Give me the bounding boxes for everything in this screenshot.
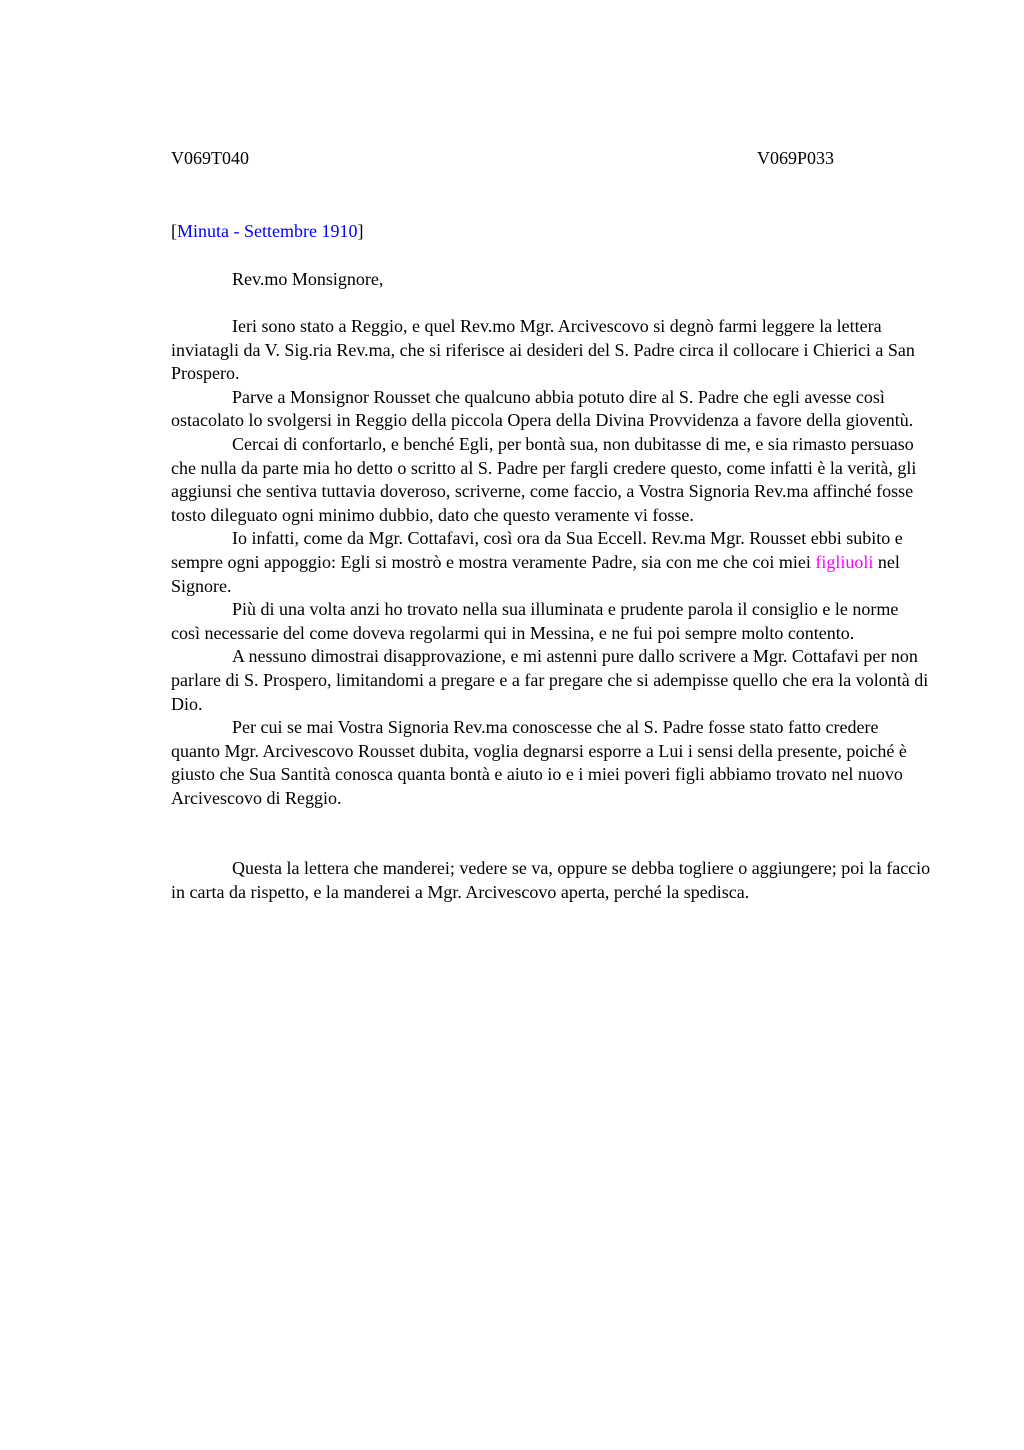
document-code-left: V069T040	[171, 148, 249, 168]
closing-note	[171, 857, 931, 904]
document-heading	[171, 219, 931, 243]
paragraph-3: Cercai di confortarlo, e benché Egli, per bontà sua, non dubitasse di me, e sia rimasto persuaso che nulla da parte mia ho detto o scritto al S. Padre per fargli credere questo, come infatti è la verità, gli aggiunsi che sentiva tuttavia doveroso, scriverne, come faccio, a Vostra Signoria Rev.ma affinché fosse tosto dileguato ogni minimo dubbio, dato che questo veramente vi fosse.	[171, 433, 917, 525]
paragraph-7: Per cui se mai Vostra Signoria Rev.ma conoscesse che al S. Padre fosse stato fatto credere quanto Mgr. Arcivescovo Rousset dubita, voglia degnarsi esporre a Lui i sensi della presente, poiché è giusto che Sua Santità conosca quanta bontà e aiuto io e i miei poveri figli abbiamo trovato nel nuovo Arcivescovo di Reggio.	[171, 717, 907, 808]
salutation: Rev.mo Monsignore,	[232, 269, 384, 289]
paragraph-5: Più di una volta anzi ho trovato nella sua illuminata e prudente parola il consiglio e le norme così necessarie del come doveva regolarmi qui in Messina, e ne fui poi sempre molto contento.	[171, 599, 899, 643]
document-page	[171, 146, 931, 905]
paragraph-6: A nessuno dimostrai disapprovazione, e mi astenni pure dallo scrivere a Mgr. Cottafavi per non parlare di S. Prospero, limitandomi a pregare e a far pregare che si adempisse quello che era la volontà di Dio.	[171, 646, 929, 714]
paragraph-4-before: Io infatti, come da Mgr. Cottafavi, così ora da Sua Eccell. Rev.ma Mgr. Rousset ebbi subito e sempre ogni appoggio: Egli si mostrò e mostra veramente Padre, sia con me che coi miei	[171, 528, 903, 572]
paragraph-4-after: nel Signore.	[171, 551, 900, 596]
document-code-right: V069P033	[757, 148, 835, 168]
heading-label: Minuta - Settembre 1910	[177, 221, 358, 241]
document-codes	[171, 146, 931, 170]
closing-paragraph: Questa la lettera che manderei; vedere se va, oppure se debba togliere o aggiungere; poi la faccio in carta da rispetto, e la manderei a Mgr. Arcivescovo aperta, perché la spedisca.	[171, 858, 931, 903]
paragraph-4	[171, 527, 931, 598]
heading-open-bracket: [	[171, 221, 177, 241]
heading-close-bracket: ]	[357, 221, 364, 241]
highlighted-word: figliuoli	[815, 551, 874, 572]
paragraph-1: Ieri sono stato a Reggio, e quel Rev.mo Mgr. Arcivescovo si degnò farmi leggere la lettera inviatagli da V. Sig.ria Rev.ma, che si riferisce ai desideri del S. Padre circa il collocare i Chierici a San Prospero.	[171, 316, 915, 384]
paragraph-2: Parve a Monsignor Rousset che qualcuno abbia potuto dire al S. Padre che egli avesse così ostacolato lo svolgersi in Reggio della piccola Opera della Divina Provvidenza a favore della gioventù.	[171, 386, 914, 431]
letter-body	[171, 315, 931, 810]
